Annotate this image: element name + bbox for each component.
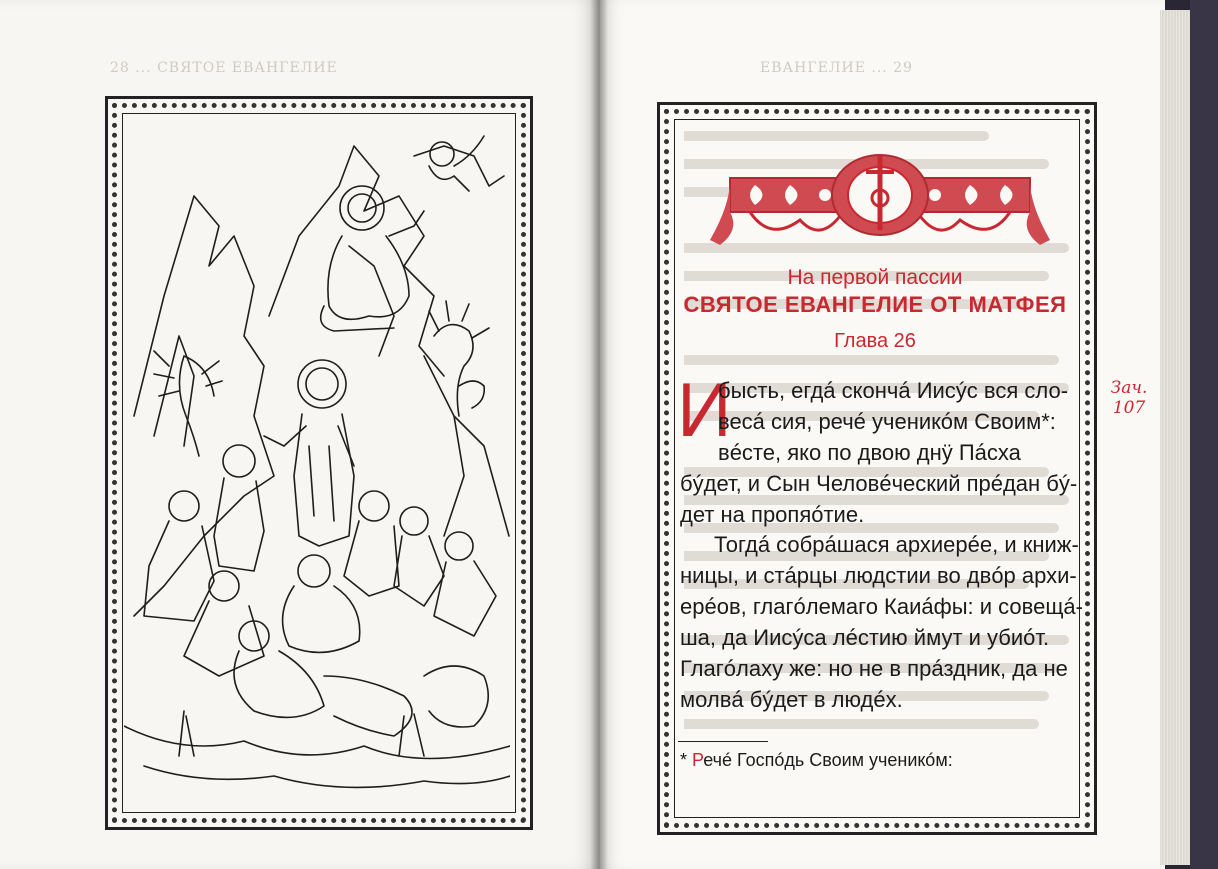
text-line: вéсте, яко по двою днÿ Пáсха — [718, 440, 1021, 465]
footnote-rule — [678, 741, 768, 742]
margin-note-label: Зач. — [1110, 378, 1148, 398]
text-line: бýдет, и Сын Человéческий прéдан бý- — [680, 471, 1078, 496]
footnote-red-initial: Р — [692, 750, 704, 770]
margin-note-number: 107 — [1112, 398, 1146, 418]
gospel-title: СВЯТОЕ ЕВАНГЕЛИЕ ОТ МАТФЕЯ — [683, 292, 1067, 317]
footnote-text: ечé Госпóдь Своим ученикóм: — [703, 750, 953, 770]
text-line: ерéов, глагóлемаго Каиáфы: и совещá- — [680, 594, 1083, 619]
icon-illustration — [124, 116, 510, 806]
footnote — [680, 750, 953, 771]
ornament-icon — [710, 150, 1050, 246]
text-line: Тогдá собрáшася архиерéе, и книж- — [714, 532, 1079, 557]
text-line: ницы, и стáрцы людстии во двóр архи- — [680, 563, 1077, 588]
gethsemane-drawing-icon — [124, 116, 510, 806]
text-line: бысть, егдá скончá Иисýс вся сло- — [718, 378, 1069, 403]
chapter-heading: Глава 26 — [834, 330, 916, 352]
headpiece-ornament — [710, 150, 1050, 246]
text-line: ша, да Иисýса лéстию ймут и убиóт. — [680, 625, 1050, 650]
book-gutter — [590, 0, 608, 869]
text-line: Глагóлаху же: но не в прáздник, да не — [680, 656, 1068, 681]
text-line: дет на пропяóтие. — [680, 502, 865, 527]
book-cover-edge — [1190, 0, 1218, 869]
drop-cap: И — [677, 368, 732, 453]
left-running-head: 28 ... СВЯТОЕ ЕВАНГЕЛИЕ — [110, 60, 338, 76]
footnote-marker: * — [680, 750, 688, 770]
service-heading: На первой пассии — [787, 266, 963, 289]
text-line: весá сия, речé ученикóм Своим*: — [718, 409, 1056, 434]
right-running-head: ЕВАНГЕЛИЕ ... 29 — [760, 60, 913, 76]
text-line: молвá бýдет в людéх. — [680, 687, 903, 712]
margin-note — [1100, 378, 1158, 418]
